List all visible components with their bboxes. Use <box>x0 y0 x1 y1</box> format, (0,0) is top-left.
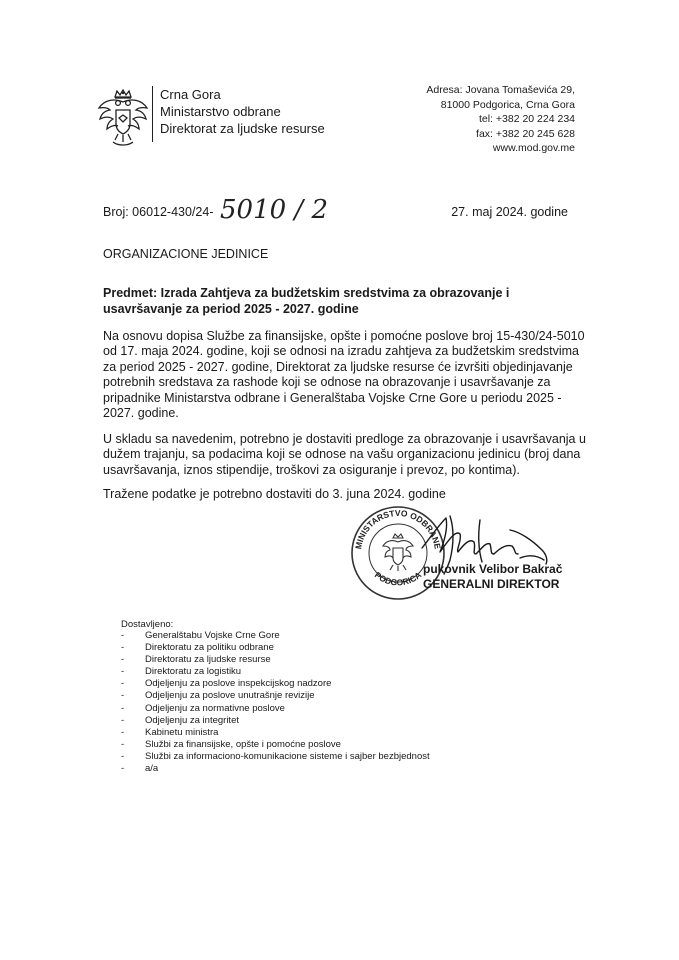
signer-name: pukovnik Velibor Bakrač <box>423 562 563 576</box>
coat-of-arms-icon <box>96 88 150 150</box>
list-item <box>121 666 430 678</box>
list-item-label: a/a <box>145 763 159 775</box>
distribution-list <box>121 630 430 775</box>
address-block <box>426 83 575 156</box>
org-line: Direktorat za ljudske resurse <box>160 121 325 136</box>
website-link[interactable]: www.mod.gov.me <box>492 142 575 155</box>
list-item <box>121 642 430 654</box>
list-bullet: - <box>121 702 125 714</box>
list-bullet: - <box>121 763 125 775</box>
list-bullet: - <box>121 642 125 654</box>
list-item <box>121 727 430 739</box>
signer-block <box>423 562 562 592</box>
body-line: Tražene podatke je potrebno dostaviti do 3. juna 2024. godine <box>103 487 446 501</box>
list-item-label: Službi za finansijske, opšte i pomoćne poslove <box>145 738 341 750</box>
body-line: usavršavanja, iznos stipendije, troškovi za osiguranje i prevoz, po kontima). <box>103 462 520 477</box>
document-date: 27. maj 2024. godine <box>451 205 568 219</box>
list-bullet: - <box>121 630 125 641</box>
list-item-label: Direktoratu za logistiku <box>145 666 242 678</box>
body-line: od 17. maja 2024. godine, koji se odnosi na izradu zahtjeva za budžetskim sredstvima <box>103 344 579 359</box>
address-line: Adresa: Jovana Tomaševića 29, <box>426 84 575 96</box>
reference-number: Broj: 06012-430/24- <box>103 205 214 219</box>
list-bullet: - <box>121 714 125 726</box>
list-item <box>121 739 430 751</box>
list-bullet: - <box>121 654 125 666</box>
list-bullet: - <box>121 690 125 702</box>
list-item <box>121 678 430 690</box>
list-item-label: Odjeljenju za normativne poslove <box>145 702 285 714</box>
subject-line: usavršavanje za period 2025 - 2027. godine <box>103 302 359 316</box>
body-paragraph-2 <box>103 432 586 478</box>
body-line: potrebnih sredstava za rashode koji se odnose na obrazovanje i usavršavanje za <box>103 375 551 390</box>
subject-line: Predmet: Izrada Zahtjeva za budžetskim sredstvima za obrazovanje i <box>103 286 510 300</box>
list-item <box>121 703 430 715</box>
distribution-title: Dostavljeno: <box>121 619 174 630</box>
address-line: 81000 Podgorica, Crna Gora <box>440 98 575 111</box>
list-item <box>121 690 430 702</box>
list-item-label: Odjeljenju za poslove inspekcijskog nadzore <box>145 678 332 690</box>
list-item <box>121 763 430 775</box>
body-line: U skladu sa navedenim, potrebno je dostaviti predloge za obrazovanje i usavršavanja u <box>103 432 586 446</box>
stamp-ring-text: MINISTARSTVO ODBRANE <box>353 507 443 550</box>
list-bullet: - <box>121 738 125 750</box>
body-line: Na osnovu dopisa Službe za finansijske, opšte i pomoćne poslove broj 15-430/24-5010 <box>103 329 585 343</box>
body-line: 2027. godine. <box>103 406 179 421</box>
list-item-label: Direktoratu za ljudske resurse <box>145 654 271 666</box>
stamp-eagle-icon <box>383 534 413 571</box>
body-paragraph-3 <box>103 487 573 502</box>
organization-block <box>160 86 325 137</box>
phone-line: tel: +382 20 224 234 <box>478 113 575 126</box>
body-paragraph-1 <box>103 329 585 421</box>
list-bullet: - <box>121 750 125 762</box>
body-line: pripadnike Ministarstva odbrane i Generalštaba Vojske Crne Gore u periodu 2025 - <box>103 390 562 405</box>
body-line: za period 2025 - 2027. godine, Direktorat za ljudske resurse će izvršiti objedinjavanje <box>103 359 573 374</box>
list-item-label: Kabinetu ministra <box>145 726 219 738</box>
list-item-label: Odjeljenju za poslove unutrašnje revizije <box>145 690 315 702</box>
fax-line: fax: +382 20 245 628 <box>476 127 575 140</box>
subject <box>103 285 563 317</box>
handwritten-number-text: 5010 / 2 <box>220 195 328 225</box>
body-line: dužem trajanju, sa podacima koji se odnose na vašu organizacionu jedinicu (broj dana <box>103 447 581 462</box>
list-item-label: Službi za informaciono-komunikacione sisteme i sajber bezbjednost <box>145 750 430 762</box>
org-line: Crna Gora <box>160 87 221 102</box>
recipient: ORGANIZACIONE JEDINICE <box>103 247 269 261</box>
list-item-label: Odjeljenju za integritet <box>145 714 239 726</box>
stamp-bottom-text: PODGORICA <box>372 569 424 588</box>
list-item-label: Generalštabu Vojske Crne Gore <box>145 630 280 641</box>
header-divider <box>152 86 153 142</box>
org-line: Ministarstvo odbrane <box>160 104 281 119</box>
list-bullet: - <box>121 666 125 678</box>
list-item <box>121 751 430 763</box>
list-bullet: - <box>121 678 125 690</box>
list-bullet: - <box>121 726 125 738</box>
list-item <box>121 715 430 727</box>
list-item <box>121 630 430 642</box>
list-item <box>121 654 430 666</box>
signer-title: GENERALNI DIREKTOR <box>423 577 560 591</box>
handwritten-number <box>218 188 336 228</box>
list-item-label: Direktoratu za politiku odbrane <box>145 642 274 654</box>
